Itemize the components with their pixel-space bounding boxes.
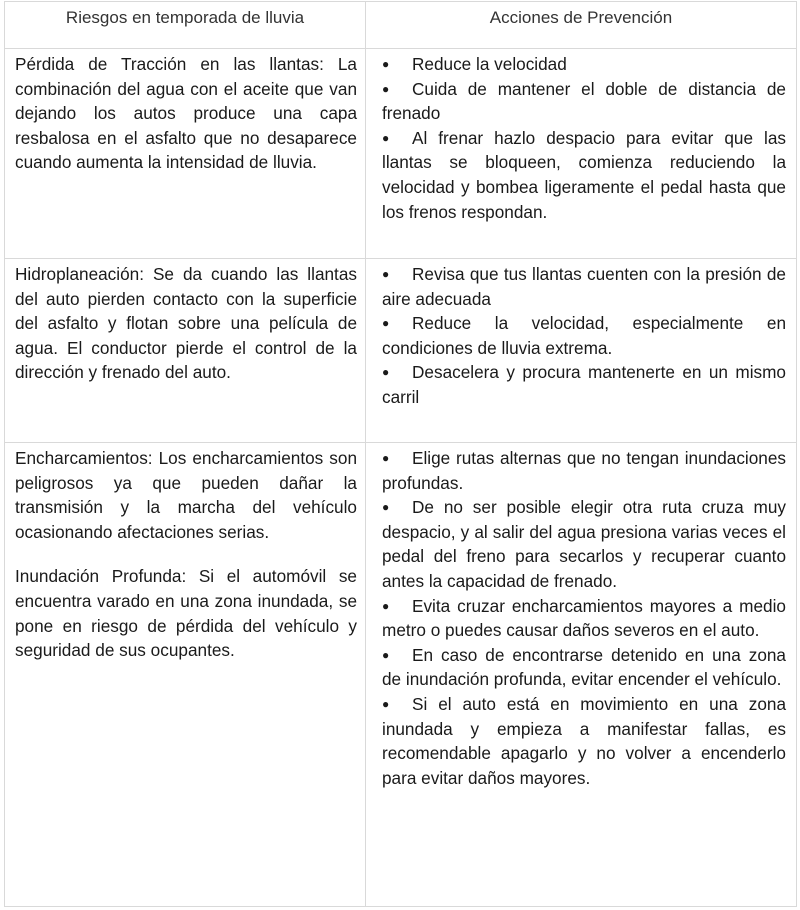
- bullet-icon: ●: [382, 57, 390, 71]
- action-item: ● De no ser posible elegir otra ruta cruza muy despacio, y al salir del agua presiona varias veces el pedal del freno para secarlos y recuperar cuanto antes la capacidad de frenado.: [382, 497, 786, 591]
- action-item: ● Si el auto está en movimiento en una zona inundada y empieza a manifestar fallas, es recomendable apagarlo y no volver a encenderlo para evitar daños mayores.: [382, 693, 786, 788]
- bullet-icon: ●: [382, 267, 390, 281]
- actions-cell: [366, 443, 797, 907]
- bullet-icon: ●: [382, 365, 390, 380]
- header-risks: Riesgos en temporada de lluvia: [5, 2, 366, 49]
- action-item: ● Cuida de mantener el doble de distancia de frenado: [382, 78, 786, 124]
- risk-cell: [5, 259, 366, 443]
- table-row: [5, 259, 797, 443]
- risk-cell: [5, 443, 366, 907]
- bullet-icon: ●: [382, 647, 390, 662]
- bullet-icon: ●: [382, 316, 390, 331]
- risk-text: Hidroplaneación: Se da cuando las llantas del auto pierden contacto con la superficie del asfalto y flotan sobre una película de agua. El conductor pierde el control de la dirección y frenado del auto.: [15, 264, 357, 383]
- risk-prevention-table: [4, 1, 797, 907]
- action-item: ● Revisa que tus llantas cuenten con la presión de aire adecuada: [382, 264, 786, 309]
- actions-cell: [366, 259, 797, 443]
- actions-cell: [366, 49, 797, 259]
- action-item: ● En caso de encontrarse detenido en una zona de inundación profunda, evitar encender el vehículo.: [382, 644, 786, 690]
- bullet-icon: ●: [382, 696, 390, 711]
- header-row: [5, 2, 797, 49]
- table-row: [5, 49, 797, 259]
- action-item: ● Elige rutas alternas que no tengan inundaciones profundas.: [382, 448, 786, 493]
- risk-text: Inundación Profunda: Si el automóvil se encuentra varado en una zona inundada, se pone en riesgo de pérdida del vehículo y seguridad de sus ocupantes.: [15, 566, 357, 661]
- bullet-icon: ●: [382, 451, 390, 465]
- action-item: ● Al frenar hazlo despacio para evitar que las llantas se bloqueen, comienza reduciendo la velocidad y bombea ligeramente el pedal hasta que los frenos respondan.: [382, 127, 786, 222]
- action-item: ● Reduce la velocidad, especialmente en condiciones de lluvia extrema.: [382, 313, 786, 358]
- bullet-icon: ●: [382, 598, 390, 613]
- action-item: ● Reduce la velocidad: [382, 52, 786, 77]
- risk-cell: [5, 49, 366, 259]
- bullet-icon: ●: [382, 130, 390, 145]
- table-row: [5, 443, 797, 907]
- action-item: ● Desacelera y procura mantenerte en un mismo carril: [382, 362, 786, 407]
- risk-text: Pérdida de Tracción en las llantas: La combinación del agua con el aceite que van dejando los autos produce una capa resbalosa en el asfalto que no desaparece cuando aumenta la intensidad de lluvia.: [15, 54, 357, 173]
- action-item: ● Evita cruzar encharcamientos mayores a medio metro o puedes causar daños severos en el auto.: [382, 595, 786, 641]
- bullet-icon: ●: [382, 81, 390, 96]
- risk-text: Encharcamientos: Los encharcamientos son peligrosos ya que pueden dañar la transmisión y la marcha del vehículo ocasionando afectaciones serias.: [15, 448, 357, 542]
- header-actions: Acciones de Prevención: [366, 2, 797, 49]
- bullet-icon: ●: [382, 500, 390, 515]
